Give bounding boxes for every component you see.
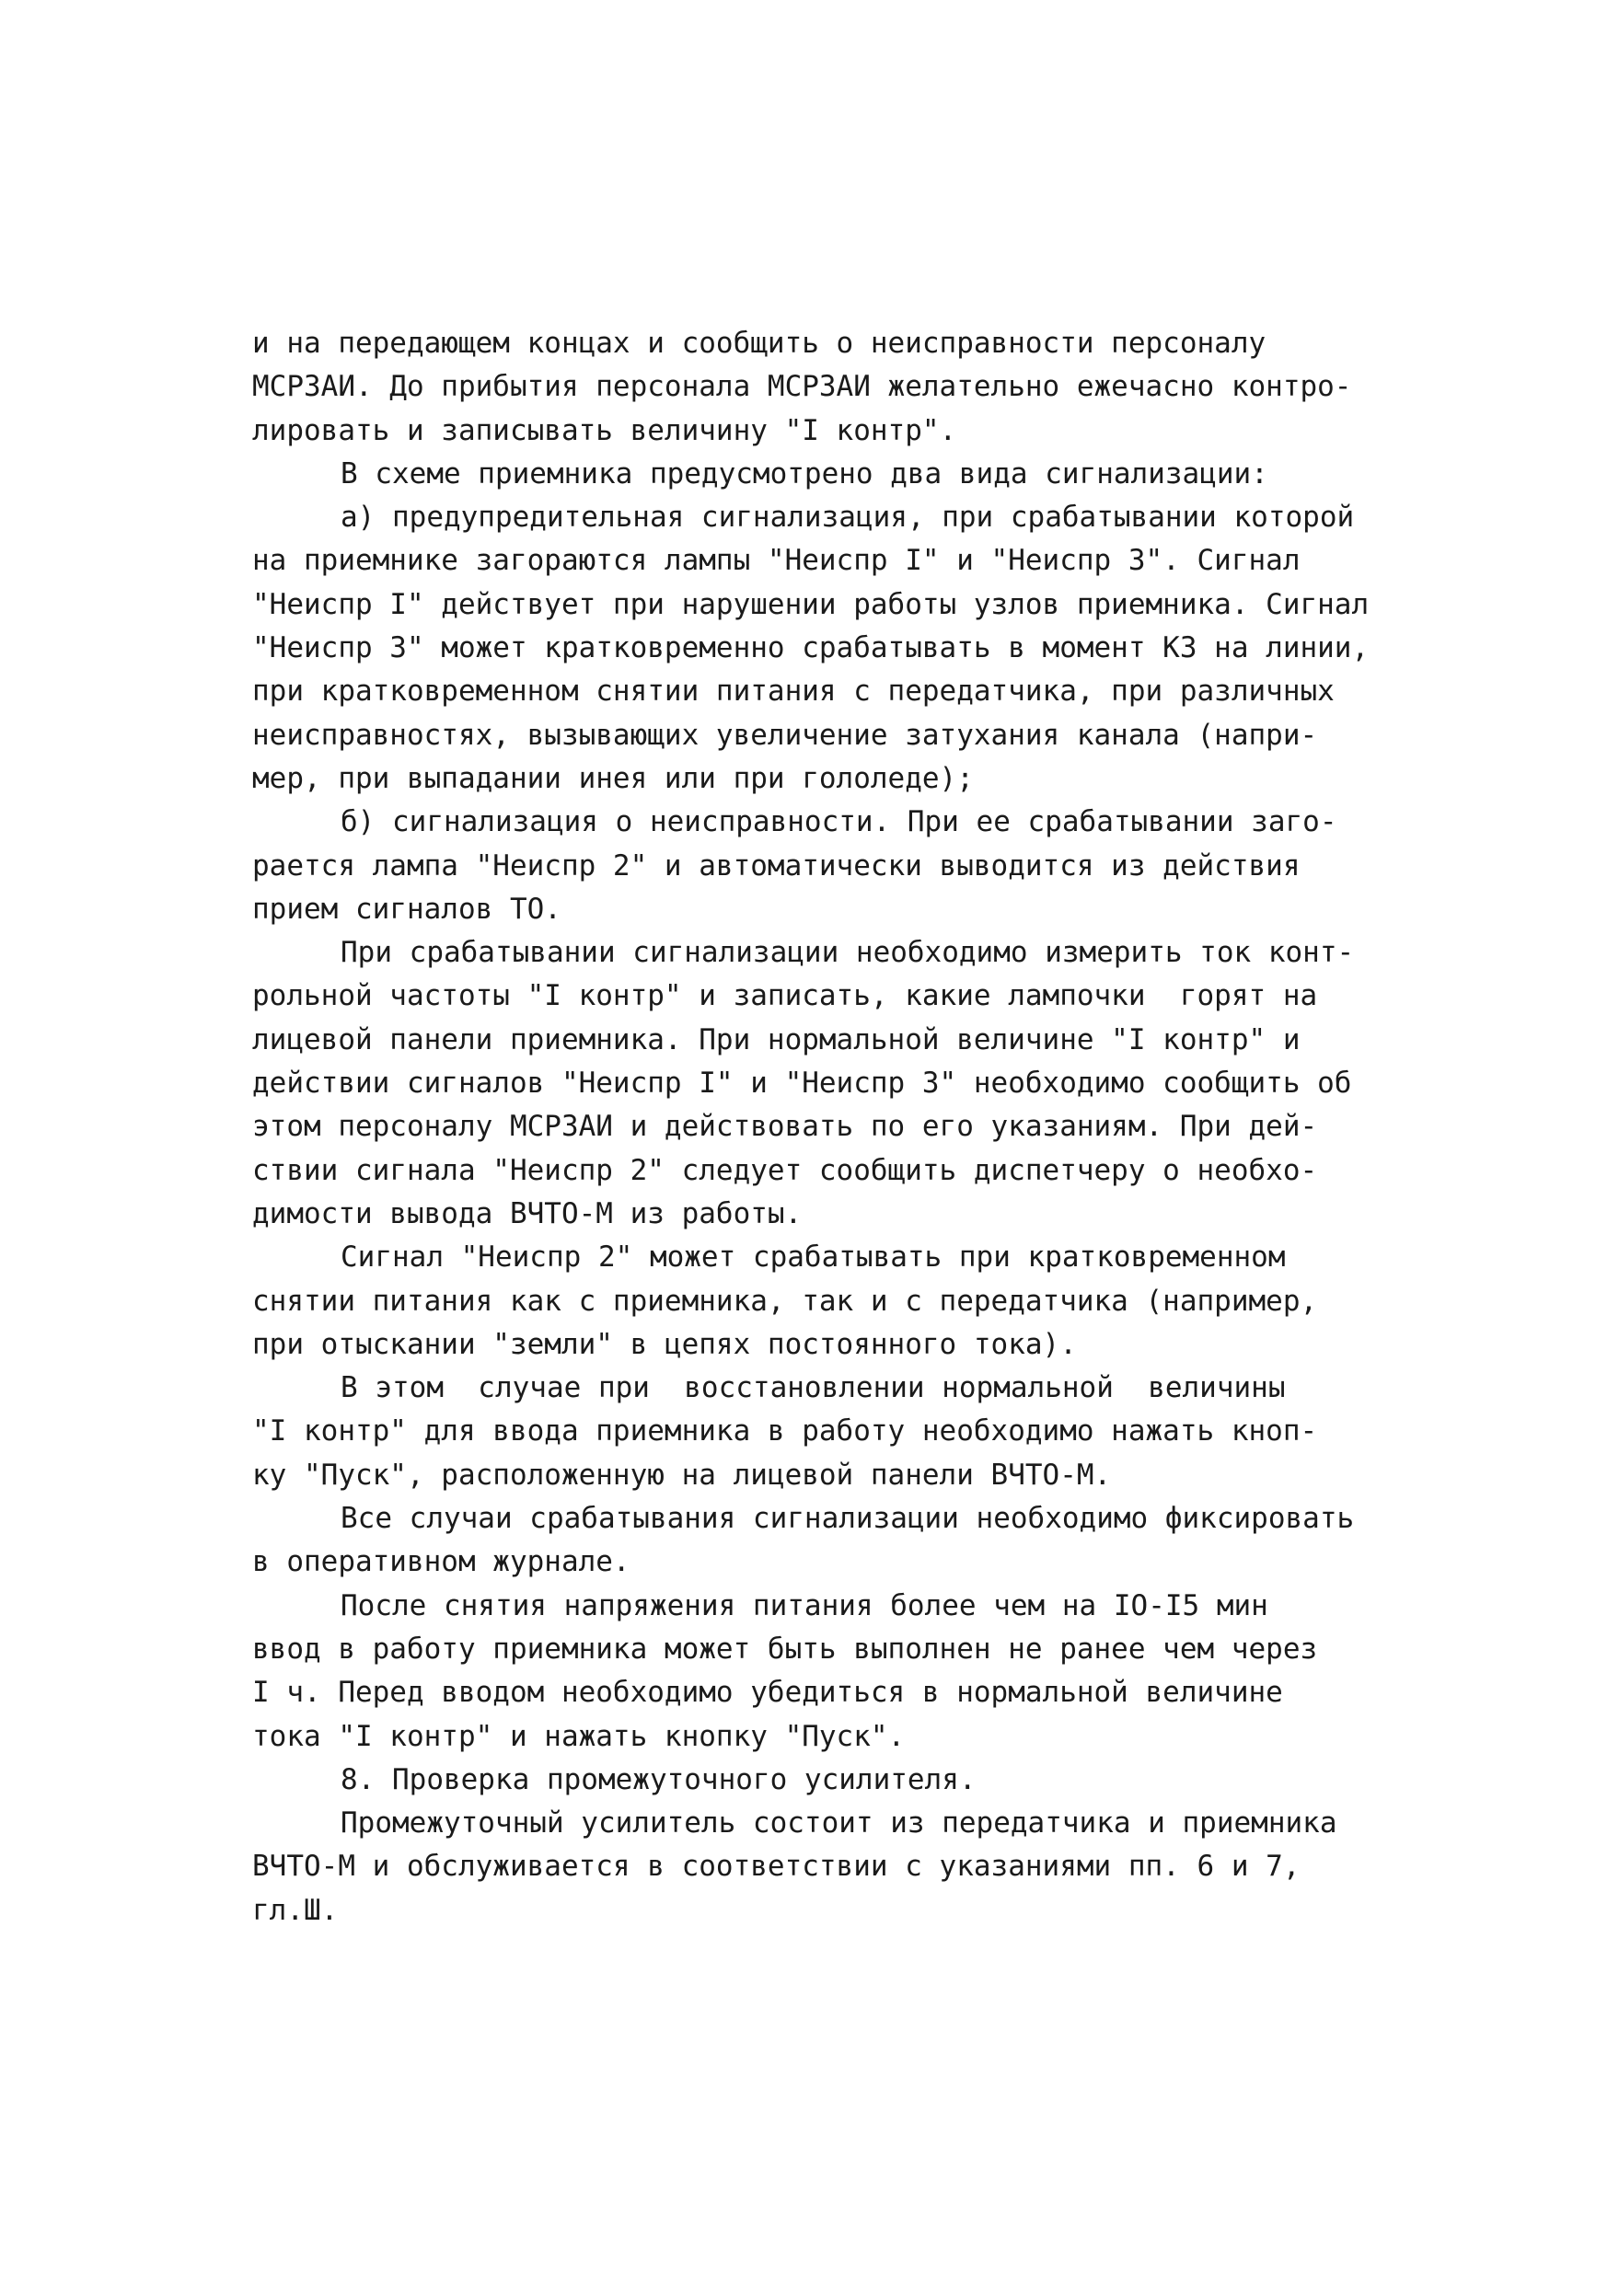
- text-line: ку "Пуск", расположенную на лицевой панели ВЧТО-М.: [252, 1458, 1112, 1492]
- text-line: а) предупредительная сигнализация, при срабатывании которой: [341, 501, 1355, 535]
- text-line: "Неиспр 3" может кратковременно срабатывать в момент КЗ на линии,: [252, 631, 1370, 665]
- text-line: В схеме приемника предусмотрено два вида сигнализации:: [341, 456, 1268, 490]
- text-line: прием сигналов ТО.: [252, 892, 561, 926]
- document-body: [252, 322, 1412, 1933]
- text-line: при кратковременном снятии питания с передатчика, при различных: [252, 675, 1335, 709]
- text-line: 8. Проверка промежуточного усилителя.: [341, 1762, 977, 1796]
- text-line: лировать и записывать величину "I контр".: [252, 413, 957, 447]
- text-line: и на передающем концах и сообщить о неисправности персоналу: [252, 327, 1266, 360]
- text-line: ствии сигнала "Неиспр 2" следует сообщить диспетчеру о необхо-: [252, 1153, 1318, 1187]
- text-line: тока "I контр" и нажать кнопку "Пуск".: [252, 1719, 906, 1753]
- text-line: МСРЗАИ. До прибытия персонала МСРЗАИ желательно ежечасно контро-: [252, 370, 1352, 404]
- text-line: неисправностях, вызывающих увеличение затухания канала (напри-: [252, 718, 1318, 752]
- text-line: в оперативном журнале.: [252, 1545, 630, 1579]
- text-line: лицевой панели приемника. При нормальной величине "I контр" и: [252, 1022, 1301, 1056]
- text-line: действии сигналов "Неиспр I" и "Неиспр 3" необходимо сообщить об: [252, 1067, 1352, 1101]
- text-line: рается лампа "Неиспр 2" и автоматически выводится из действия: [252, 848, 1301, 883]
- text-line: б) сигнализация о неисправности. При ее срабатывании заго-: [341, 805, 1337, 839]
- text-line: Все случаи срабатывания сигнализации необходимо фиксировать: [341, 1502, 1355, 1536]
- text-line: при отыскании "земли" в цепях постоянного тока).: [252, 1327, 1077, 1361]
- text-line: Промежуточный усилитель состоит из передатчика и приемника: [341, 1806, 1337, 1840]
- text-line: После снятия напряжения питания более чем на IO-I5 мин: [341, 1588, 1268, 1622]
- text-line: В этом случае при восстановлении нормальной величины: [341, 1371, 1286, 1405]
- text-line: рольной частоты "I контр" и записать, какие лампочки горят на: [252, 979, 1318, 1013]
- text-line: ввод в работу приемника может быть выполнен не ранее чем через: [252, 1632, 1318, 1666]
- text-line: снятии питания как с приемника, так и с передатчика (например,: [252, 1284, 1318, 1318]
- text-line: на приемнике загораются лампы "Неиспр I" и "Неиспр 3". Сигнал: [252, 544, 1301, 578]
- text-line: При срабатывании сигнализации необходимо измерить ток конт-: [341, 936, 1355, 970]
- text-line: гл.Ш.: [252, 1893, 339, 1927]
- text-line: мер, при выпадании инея или при гололеде);: [252, 761, 974, 795]
- text-line: димости вывода ВЧТО-М из работы.: [252, 1196, 803, 1230]
- text-line: ВЧТО-М и обслуживается в соответствии с указаниями пп. 6 и 7,: [252, 1850, 1301, 1884]
- text-line: "Неиспр I" действует при нарушении работы узлов приемника. Сигнал: [252, 587, 1370, 621]
- text-line: этом персоналу МСРЗАИ и действовать по его указаниям. При дей-: [252, 1110, 1318, 1144]
- text-line: Сигнал "Неиспр 2" может срабатывать при кратковременном: [341, 1240, 1286, 1275]
- text-line: I ч. Перед вводом необходимо убедиться в нормальной величине: [252, 1676, 1283, 1710]
- text-line: "I контр" для ввода приемника в работу необходимо нажать кноп-: [252, 1414, 1318, 1448]
